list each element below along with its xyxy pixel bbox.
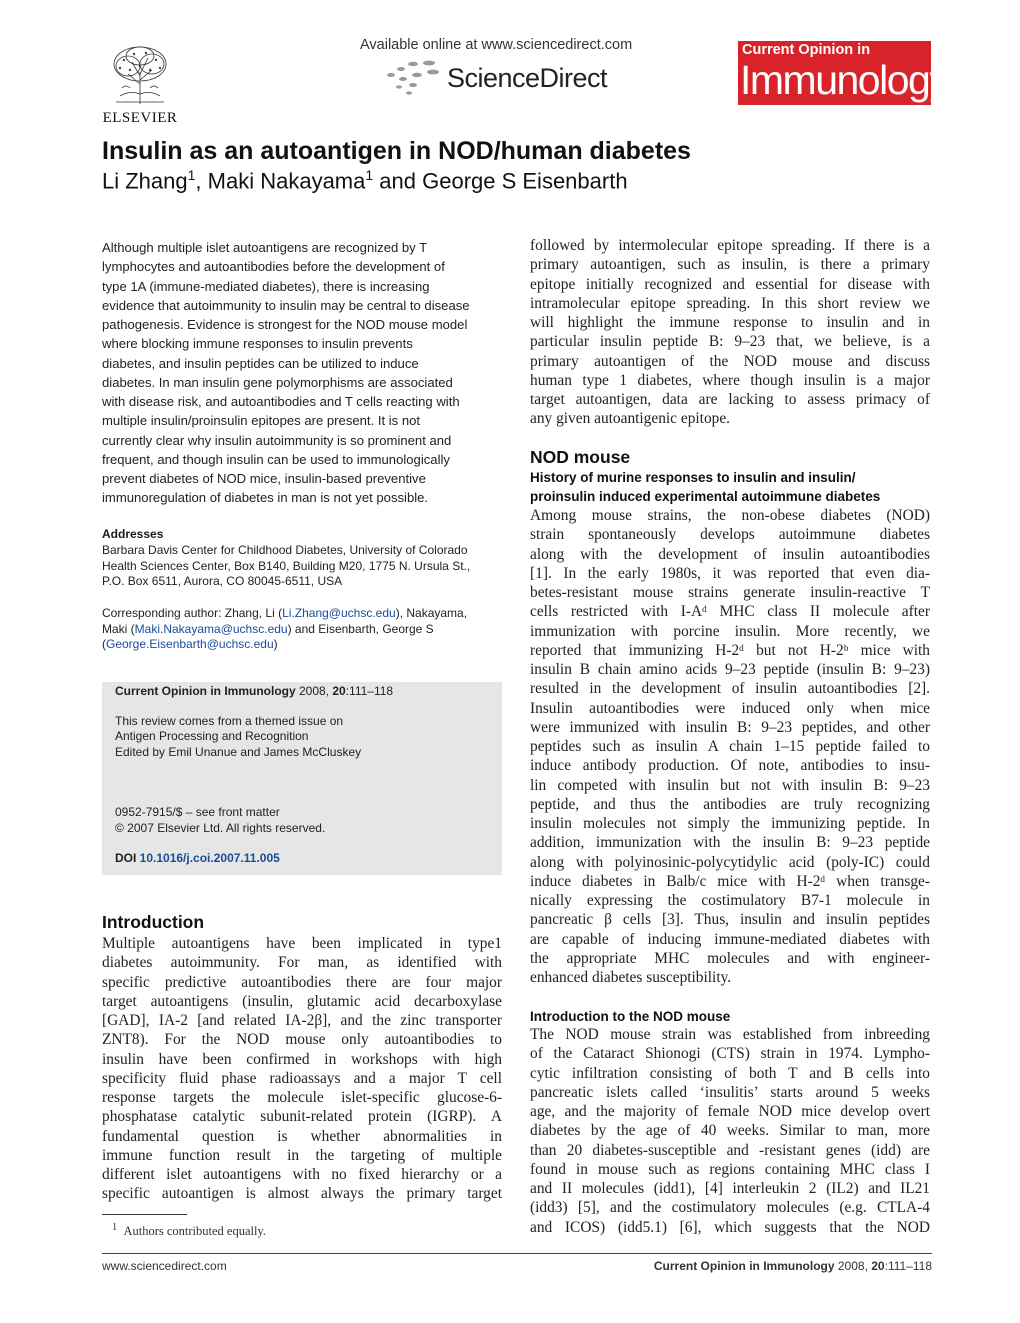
text-line: found in mouse such as regions containing MHC class I (530, 1160, 930, 1178)
text-line: cytic infiltration consisting of both T and B cells into (530, 1064, 930, 1082)
issn-line: 0952-7915/$ – see front matter (115, 805, 280, 819)
text-line: peptide, and thus the antibodies are truly recognizing (530, 795, 930, 813)
text-line: insulin have been confirmed in workshops with high (102, 1050, 502, 1068)
text-line: Among mouse strains, the non-obese diabetes (NOD) (530, 507, 930, 524)
elsevier-logo (97, 44, 183, 128)
text-line: will highlight the immune response to insulin and in (530, 314, 930, 331)
author-list (102, 167, 628, 194)
text-line: different islet autoantigens with no fixed hierarchy or a (102, 1166, 502, 1183)
abstract-line: diabetes, and insulin peptides can be utilized to induce (102, 355, 419, 371)
abstract-line: lymphocytes and autoantibodies before the development of (102, 259, 445, 275)
article-title: Insulin as an autoantigen in NOD/human diabetes (102, 137, 691, 165)
citation-volume: 20 (332, 684, 346, 698)
abstract-line: with disease risk, and autoantibodies and T cells reacting with (102, 394, 460, 409)
text-line: specific predictive autoantibodies there are four major (102, 973, 502, 991)
footer-volume: 20 (871, 1259, 885, 1273)
abstract-line: diabetes. In man insulin gene polymorphisms are associated (102, 374, 453, 390)
footer-rule (102, 1253, 932, 1254)
corresponding-text: ( (102, 637, 106, 652)
text-line: peptides such as insulin A chain 1–15 peptide failed to (530, 738, 930, 755)
text-line: fundamental question is whether abnormalities in (102, 1127, 502, 1145)
corresponding-author (102, 606, 467, 653)
abstract-line: Although multiple islet autoantigens are recognized by T (102, 240, 428, 255)
journal-name: Current Opinion in Immunology (115, 684, 296, 698)
text-line: pancreatic β cells [3]. Thus, insulin and insulin peptides (530, 911, 930, 929)
journal-logo-top: Current Opinion in (742, 42, 871, 58)
text-line: primary autoantigen, such as insulin, is there a primary (530, 256, 930, 274)
text-line: pancreatic islets called ‘insulitis’ starts around 5 weeks (530, 1083, 930, 1101)
article-info-box (102, 682, 502, 875)
doi-line (115, 851, 280, 865)
journal-logo-main: Immunology (740, 57, 949, 103)
abstract-line: frequent, and though insulin can be used to immunologically (102, 451, 450, 467)
intro-nod-text (530, 1025, 930, 1237)
column2-intro-text (530, 236, 930, 429)
citation-line (115, 684, 393, 698)
text-line: [1]. In the early 1980s, it was reported that even dia- (530, 564, 930, 582)
abstract-line: type 1A (immune-mediated diabetes), there is increasing (102, 278, 430, 294)
text-line: specificity fluid phase radioassays and a major T cell (102, 1069, 502, 1087)
text-line: specific autoantigen is almost always the primary target (102, 1185, 502, 1203)
text-line: Multiple autoantigens have been implicated in type1 (102, 935, 502, 952)
text-line: lin competed with insulin but not with insulin B: 9–23 (530, 776, 930, 794)
address-line: P.O. Box 6511, Aurora, CO 80045-6511, USA (102, 574, 343, 589)
footnote-text: Authors contributed equally. (123, 1224, 267, 1239)
text-line: [GAD], IA-2 [and related IA-2β], and the zinc transporter (102, 1012, 502, 1029)
text-line: along with polyinosinic-polycytidylic acid (poly-IC) could (530, 853, 930, 871)
footer-journal: Current Opinion in Immunology (653, 1259, 835, 1273)
corresponding-text: ) and Eisenbarth, George S (287, 621, 434, 636)
text-line: (idd3) [5], and the costimulatory molecules (e.g. CTLA-4 (530, 1199, 930, 1217)
abstract-line: immunoregulation of diabetes in man is not yet possible. (102, 490, 429, 506)
abstract (102, 238, 496, 508)
journal-logo (738, 41, 949, 105)
text-line: of the Cataract Shionogi (CTS) strain in 1974. Lympho- (530, 1045, 930, 1063)
abstract-line: prevent diabetes of NOD mice, insulin-based preventive (102, 471, 426, 486)
abstract-line: evidence that autoimmunity to insulin may be central to disease (102, 297, 470, 313)
nod-history-text (530, 506, 930, 987)
author-name: Maki Nakayama (207, 168, 366, 194)
abstract-line: currently clear why insulin autoimmunity is so prominent and (102, 432, 452, 448)
text-line: age, and the majority of female NOD mice develop overt (530, 1103, 930, 1120)
addresses-heading: Addresses (102, 527, 164, 541)
text-line: and II molecules (idd1), [4] interleukin 2 (IL2) and IL21 (530, 1180, 930, 1197)
text-line: immunization with porcine insulin. More recently, we (530, 622, 930, 640)
introduction-text (102, 934, 502, 1204)
citation-year: 2008, (295, 684, 333, 698)
addresses-block (102, 543, 470, 590)
text-line: insulin molecules not simply the immunizing peptide. In (530, 815, 930, 832)
text-line: any given autoantigenic epitope. (530, 410, 731, 428)
available-online-text: Available online at www.sciencedirect.com (360, 37, 633, 53)
text-line: target autoantigen, data are lacking to assess primacy of (530, 391, 930, 408)
corresponding-line (102, 606, 467, 622)
footer-citation (600, 1259, 932, 1273)
text-line: The NOD mouse strain was established from inbreeding (530, 1026, 930, 1043)
text-line: addition, immunization with the insulin B: 9–23 peptide (530, 834, 930, 852)
text-line: human type 1 diabetes, where though insulin is a major (530, 371, 930, 389)
text-line: induce antibody production. Of note, antibodies to insu- (530, 757, 930, 775)
text-line: insulin B chain amino acids 9–23 peptide (insulin B: 9–23) (530, 661, 930, 678)
text-line: induce diabetes in Balb/c mice with H-2ᵈ when transge- (530, 872, 930, 890)
text-line: followed by intermolecular epitope spreading. If there is a (530, 237, 930, 254)
text-line: resulted in the development of insulin autoantibodies [2]. (530, 680, 930, 698)
text-line: are capable of inducing immune-mediated diabetes with (530, 930, 930, 948)
author-separator: , (195, 168, 208, 194)
author-name: Li Zhang (102, 168, 188, 194)
text-line: primary autoantigen of the NOD mouse and discuss (530, 352, 930, 370)
text-line: reported that immunizing H-2ᵈ but not H-2ᵇ mice with (530, 641, 930, 659)
address-line: Barbara Davis Center for Childhood Diabetes, University of Colorado (102, 543, 468, 557)
text-line: cells restricted with I-Aᵈ MHC class II molecule after (530, 603, 930, 621)
text-line: enhanced diabetes susceptibility. (530, 969, 732, 986)
citation-pages: :111–118 (345, 684, 394, 698)
corresponding-text: ) (273, 637, 278, 652)
text-line: diabetes by the age of 40 weeks. Similar to man, more (530, 1122, 930, 1140)
abstract-line: where blocking immune responses to insulin prevents (102, 336, 413, 352)
email-link-zhang[interactable]: Li.Zhang@uchsc.edu (282, 606, 396, 620)
publisher-name: ELSEVIER (102, 110, 178, 126)
text-line: ZNT8). For the NOD mouse only autoantibodies to (102, 1031, 502, 1049)
themed-issue-text: This review comes from a themed issue on (115, 714, 344, 728)
text-line: epitope initially recognized and essential for disease with (530, 275, 930, 293)
nod-mouse-heading: NOD mouse (530, 447, 631, 467)
text-line: strain spontaneously develops autoimmune diabetes (530, 526, 930, 544)
doi-label: DOI (115, 851, 140, 865)
text-line: nically expressing the costimulatory B7-1 molecule in (530, 892, 930, 909)
doi-link[interactable]: 10.1016/j.coi.2007.11.005 (139, 851, 280, 865)
footer-year: 2008, (834, 1259, 872, 1273)
copyright-line: © 2007 Elsevier Ltd. All rights reserved. (115, 821, 326, 835)
email-link-eisenbarth[interactable]: George.Eisenbarth@uchsc.edu (106, 637, 274, 652)
text-line: phosphatase catalytic subunit-related protein (IGRP). A (102, 1108, 502, 1126)
abstract-line: multiple insulin/proinsulin epitopes are present. It is not (102, 413, 421, 429)
text-line: the appropriate MHC molecules and with engineer- (530, 949, 930, 967)
footer-pages: :111–118 (884, 1259, 932, 1273)
footnote (112, 1222, 266, 1239)
author-affiliation-marker: 1 (187, 167, 196, 183)
address-line: Health Sciences Center, Box B140, Building M20, 1775 N. Ursula St., (102, 558, 471, 573)
themed-issue-title: Antigen Processing and Recognition (115, 729, 309, 743)
text-line: betes-resistant mouse strains generate insulin-reactive T (530, 584, 930, 601)
sciencedirect-wordmark: ScienceDirect (447, 63, 608, 93)
corresponding-line (102, 622, 467, 638)
author-separator: and (373, 168, 423, 194)
corresponding-text: Corresponding author: Zhang, Li ( (102, 606, 283, 620)
email-link-nakayama[interactable]: Maki.Nakayama@uchsc.edu (134, 621, 288, 636)
sciencedirect-dots-icon (385, 57, 447, 97)
text-line: diabetes autoimmunity. For man, as identified with (102, 954, 502, 972)
footer-url[interactable]: www.sciencedirect.com (102, 1259, 227, 1273)
text-line: particular insulin peptide B: 9–23 that, we believe, is a (530, 333, 930, 351)
corresponding-line (102, 637, 467, 653)
elsevier-tree-icon (110, 44, 170, 106)
footnote-marker: 1 (112, 1222, 118, 1233)
text-line: immune function result in the targeting of multiple (102, 1146, 502, 1164)
text-line: Insulin autoantibodies were induced only when mice (530, 699, 930, 717)
text-line: were immunized with insulin B: 9–23 peptides, and other (530, 718, 930, 736)
text-line: and ICOS) (idd5.1) [6], which suggests that the NOD (530, 1218, 930, 1236)
text-line: than 20 diabetes-susceptible and -resistant genes (idd) are (530, 1141, 930, 1159)
sciencedirect-logo (385, 57, 625, 103)
nod-subheading-line: proinsulin induced experimental autoimmune diabetes (530, 489, 881, 504)
text-line: along with the development of insulin autoantibodies (530, 545, 930, 563)
author-affiliation-marker: 1 (365, 167, 374, 183)
editors-line: Edited by Emil Unanue and James McCluskey (115, 745, 362, 759)
text-line: response targets the molecule islet-specific glucose-6- (102, 1089, 502, 1106)
footnote-rule (102, 1214, 187, 1215)
text-line: intramolecular epitope spreading. In this short review we (530, 294, 930, 312)
text-line: target autoantigens (insulin, glutamic acid decarboxylase (102, 992, 502, 1010)
intro-nod-heading: Introduction to the NOD mouse (530, 1009, 731, 1024)
corresponding-text: Maki ( (102, 621, 135, 636)
abstract-line: pathogenesis. Evidence is strongest for the NOD mouse model (102, 317, 468, 332)
author-name: George S Eisenbarth (422, 168, 628, 194)
corresponding-text: ), Nakayama, (395, 606, 468, 620)
introduction-heading: Introduction (102, 912, 205, 932)
nod-subheading-line: History of murine responses to insulin and insulin/ (530, 470, 856, 485)
